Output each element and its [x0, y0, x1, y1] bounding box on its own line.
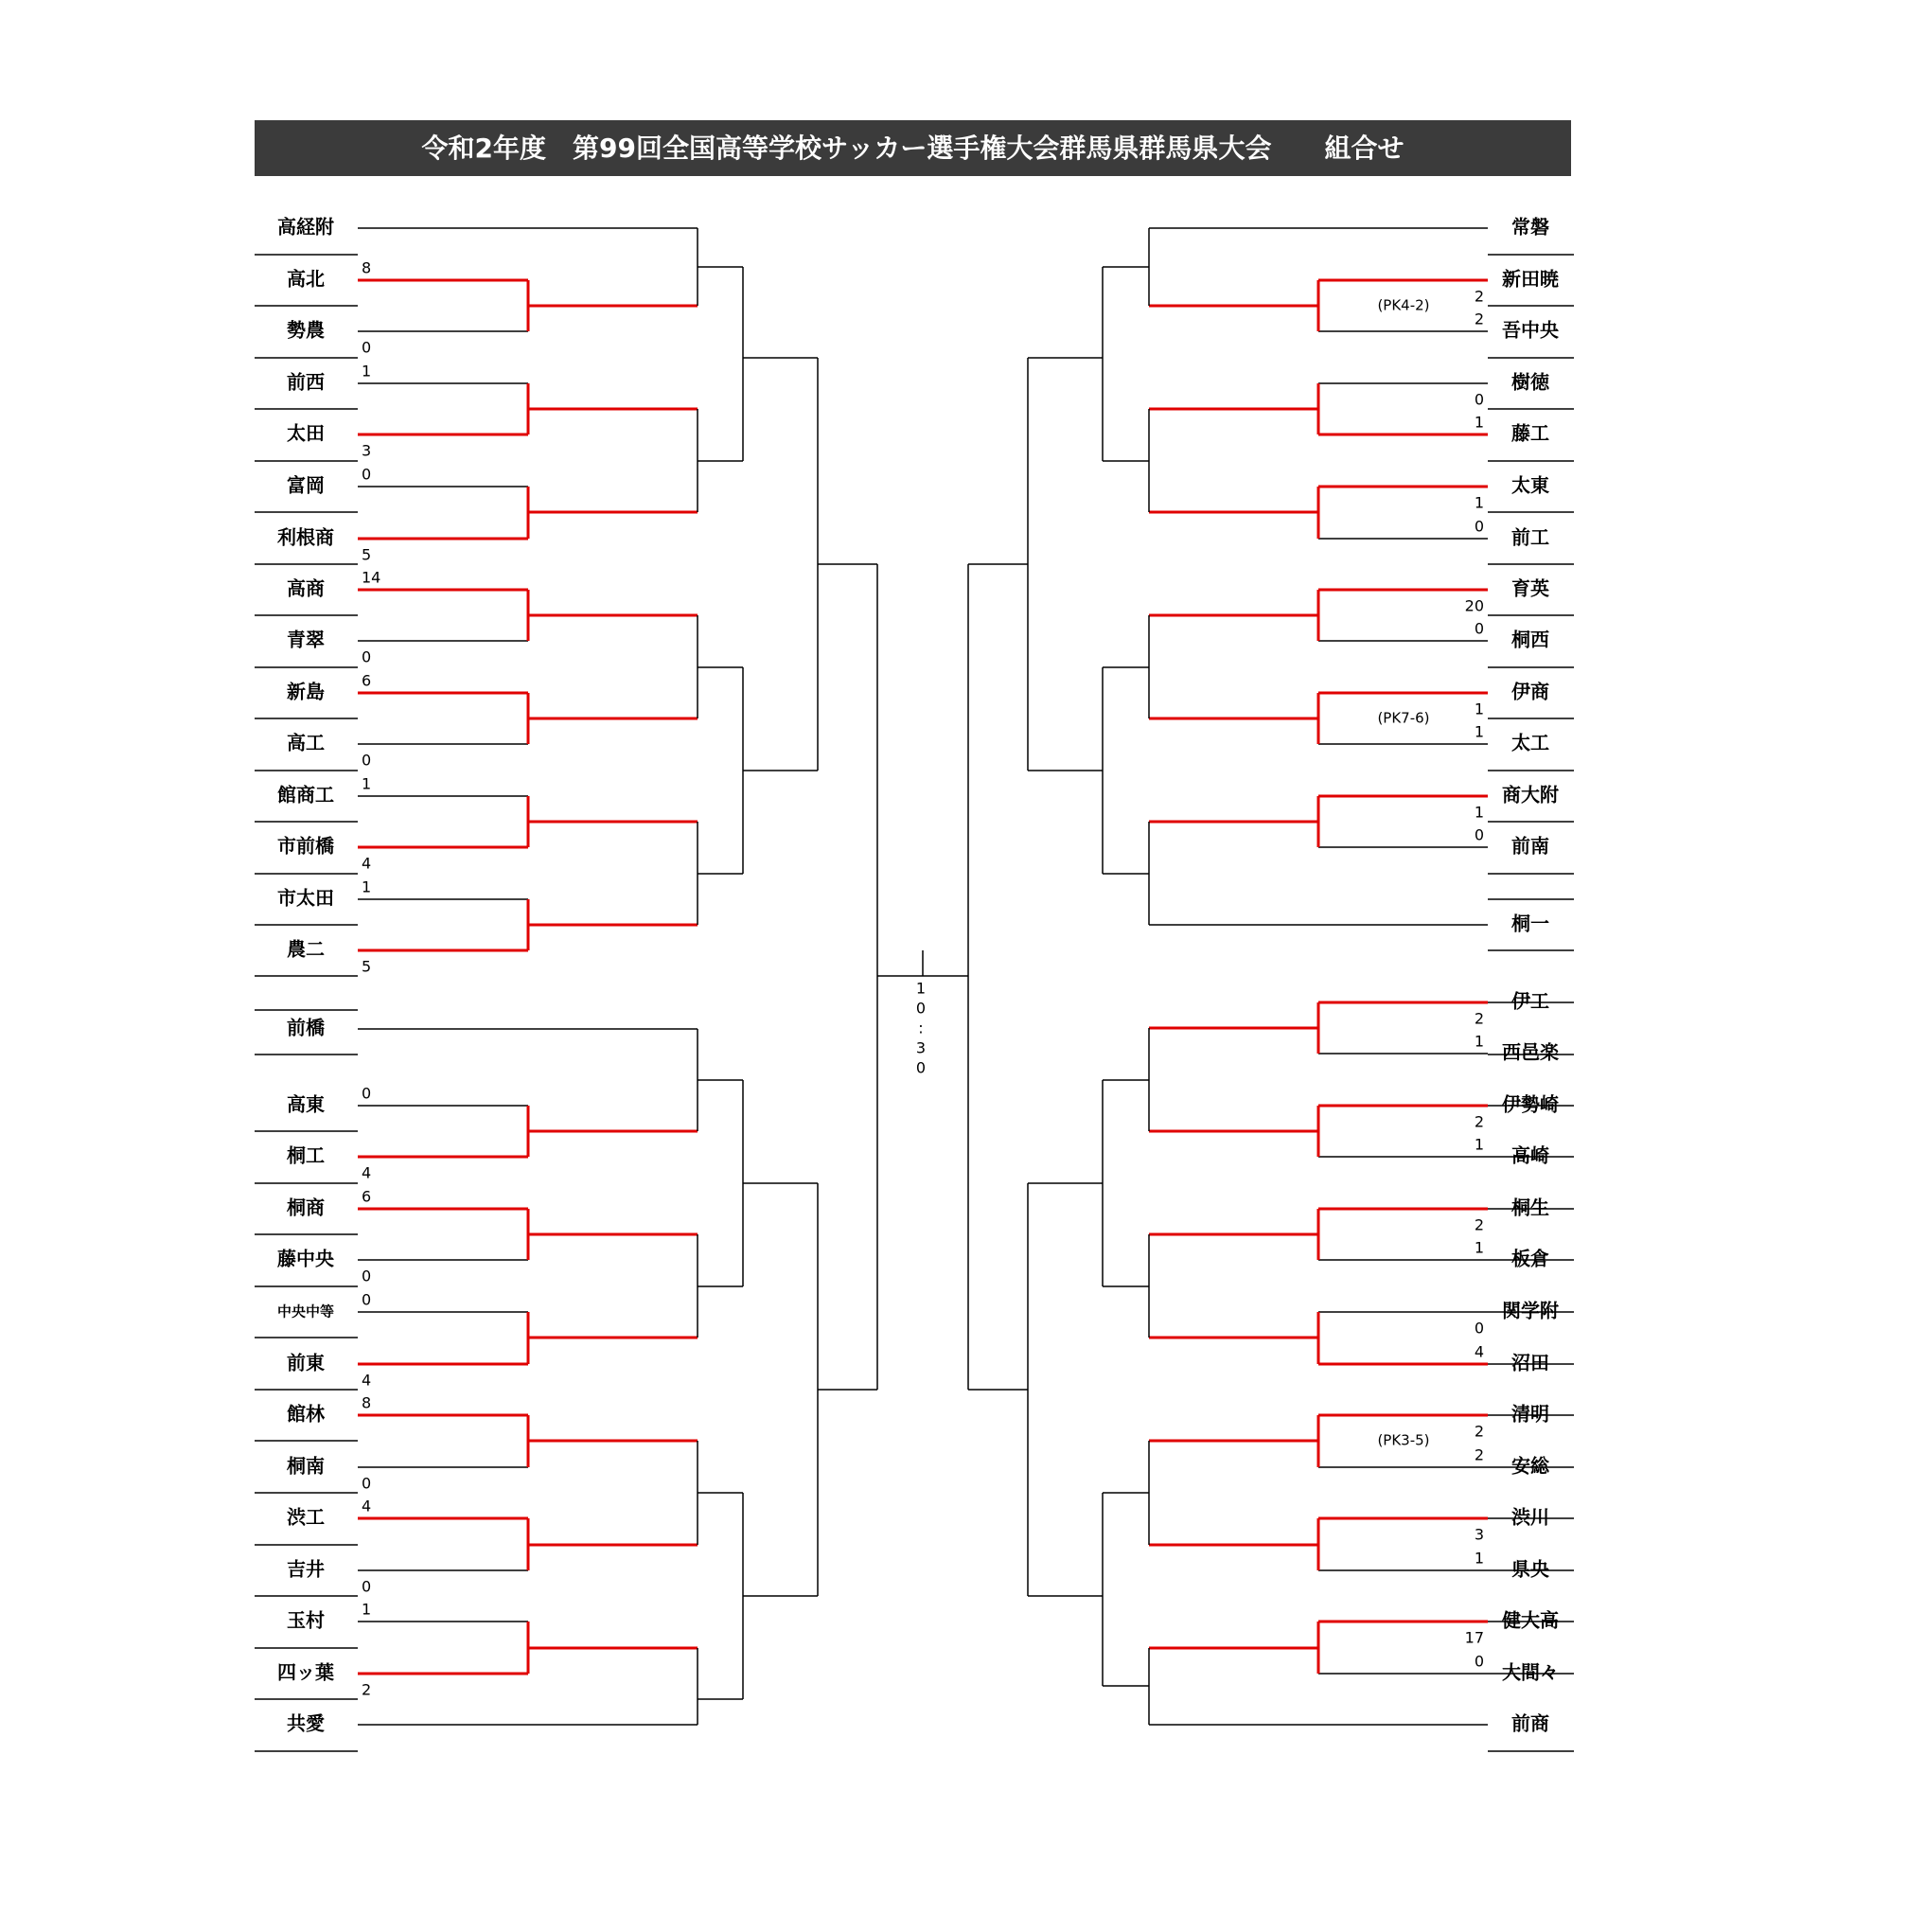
team-name: 藤中央 — [277, 1247, 334, 1270]
kickoff-time: 0 — [915, 999, 927, 1018]
score: 17 — [1464, 1628, 1484, 1647]
team-name: 沼田 — [1511, 1351, 1549, 1374]
team-name: 藤工 — [1511, 421, 1549, 445]
score: 1 — [362, 877, 372, 896]
kickoff-time: 3 — [915, 1038, 927, 1057]
team-name: 育英 — [1511, 576, 1549, 600]
team-name: 農二 — [287, 937, 325, 961]
score: 1 — [1474, 722, 1484, 741]
score: 8 — [362, 1393, 372, 1412]
team-name: 中央中等 — [276, 1303, 335, 1320]
score: 0 — [1474, 1319, 1484, 1338]
team-name: 高経附 — [277, 215, 334, 239]
score: 1 — [1474, 1549, 1484, 1568]
team-name: 桐一 — [1511, 912, 1549, 935]
kickoff-time: : — [918, 1019, 924, 1037]
team-name: 渋工 — [287, 1505, 325, 1529]
score: 0 — [362, 647, 372, 666]
score: 3 — [362, 441, 372, 460]
score: 20 — [1464, 596, 1484, 615]
team-name: 桐工 — [287, 1143, 325, 1167]
score: 4 — [362, 854, 372, 873]
team-name: 利根商 — [277, 525, 334, 549]
team-name: 四ッ葉 — [277, 1660, 334, 1684]
score: 1 — [1474, 803, 1484, 822]
team-name: 健大高 — [1502, 1608, 1559, 1632]
score: 5 — [362, 957, 372, 976]
page-title: 令和2年度 第99回全国高等学校サッカー選手権大会群馬県群馬県大会 組合せ — [421, 133, 1404, 164]
team-name: 共愛 — [287, 1711, 325, 1735]
score: 2 — [1474, 310, 1484, 328]
score: 0 — [362, 1474, 372, 1493]
team-name: 高商 — [287, 576, 325, 600]
score: 0 — [1474, 825, 1484, 844]
score: 2 — [1474, 1009, 1484, 1028]
team-name: 富岡 — [287, 473, 325, 497]
score: 0 — [362, 465, 372, 484]
team-name: 吉井 — [287, 1557, 325, 1581]
team-name: 青翠 — [287, 628, 325, 651]
team-name: 関学附 — [1502, 1299, 1559, 1322]
score: 2 — [1474, 1445, 1484, 1464]
score: 6 — [362, 671, 372, 690]
team-name: 前東 — [287, 1351, 325, 1374]
score: 3 — [1474, 1525, 1484, 1544]
team-name: 前橋 — [287, 1016, 325, 1039]
team-name: 商大附 — [1502, 783, 1559, 806]
score: 0 — [362, 338, 372, 357]
team-name: 玉村 — [287, 1608, 325, 1632]
score: 1 — [362, 1600, 372, 1619]
team-name: 伊商 — [1511, 680, 1549, 703]
score: 1 — [1474, 1238, 1484, 1257]
score: 0 — [1474, 619, 1484, 638]
pk-note: (PK3-5) — [1377, 1431, 1430, 1449]
score: 1 — [1474, 413, 1484, 432]
team-name: 桐生 — [1511, 1196, 1549, 1219]
team-name: 桐西 — [1511, 628, 1549, 651]
team-name: 前西 — [287, 370, 325, 394]
team-name: 県央 — [1511, 1557, 1549, 1581]
team-name: 常磐 — [1511, 215, 1549, 239]
score: 1 — [1474, 700, 1484, 718]
kickoff-time: 0 — [915, 1058, 927, 1077]
team-name: 太工 — [1511, 731, 1549, 754]
score: 6 — [362, 1187, 372, 1206]
team-name: 館林 — [287, 1402, 325, 1426]
team-name: 清明 — [1511, 1402, 1549, 1426]
score: 14 — [362, 568, 381, 587]
score: 0 — [1474, 390, 1484, 409]
team-name: 板倉 — [1511, 1247, 1549, 1270]
score: 2 — [362, 1680, 372, 1699]
score: 2 — [1474, 1215, 1484, 1234]
score: 1 — [1474, 493, 1484, 512]
kickoff-time: 1 — [915, 979, 927, 998]
team-name: 館商工 — [277, 783, 334, 806]
team-name: 高工 — [287, 731, 325, 754]
pk-note: (PK4-2) — [1377, 296, 1430, 314]
team-name: 高東 — [287, 1092, 325, 1116]
score: 0 — [1474, 1652, 1484, 1671]
team-name: 安総 — [1511, 1454, 1549, 1478]
team-name: 樹徳 — [1511, 370, 1549, 394]
team-name: 吾中央 — [1502, 318, 1559, 342]
score: 4 — [362, 1497, 372, 1515]
team-name: 渋川 — [1511, 1505, 1549, 1529]
score: 0 — [1474, 517, 1484, 536]
score: 1 — [362, 362, 372, 381]
score: 0 — [362, 1577, 372, 1596]
team-name: 伊勢崎 — [1502, 1092, 1559, 1116]
score: 2 — [1474, 287, 1484, 306]
score: 4 — [1474, 1342, 1484, 1361]
score: 1 — [1474, 1135, 1484, 1154]
score: 1 — [362, 774, 372, 793]
team-name: 新島 — [287, 680, 325, 703]
team-name: 市前橋 — [277, 834, 334, 858]
team-name: 西邑楽 — [1502, 1040, 1559, 1064]
score: 2 — [1474, 1422, 1484, 1441]
team-name: 前工 — [1511, 525, 1549, 549]
score: 0 — [362, 751, 372, 770]
score: 8 — [362, 258, 372, 277]
team-name: 前南 — [1511, 834, 1549, 858]
team-name: 太田 — [287, 421, 325, 445]
score: 4 — [362, 1163, 372, 1182]
score: 5 — [362, 545, 372, 564]
team-name: 太東 — [1511, 473, 1549, 497]
score: 0 — [362, 1084, 372, 1103]
score: 1 — [1474, 1032, 1484, 1051]
score: 4 — [362, 1371, 372, 1390]
score: 0 — [362, 1267, 372, 1285]
team-name: 新田暁 — [1502, 267, 1559, 291]
pk-note: (PK7-6) — [1377, 709, 1430, 727]
score: 0 — [362, 1290, 372, 1309]
team-name: 前商 — [1511, 1711, 1549, 1735]
team-name: 勢農 — [287, 318, 325, 342]
team-name: 大間々 — [1502, 1660, 1559, 1684]
team-name: 桐商 — [287, 1196, 325, 1219]
team-name: 高北 — [287, 267, 325, 291]
team-name: 市太田 — [277, 886, 334, 910]
score: 2 — [1474, 1112, 1484, 1131]
team-name: 桐南 — [287, 1454, 325, 1478]
team-name: 伊工 — [1511, 989, 1549, 1013]
team-name: 高崎 — [1511, 1143, 1549, 1167]
